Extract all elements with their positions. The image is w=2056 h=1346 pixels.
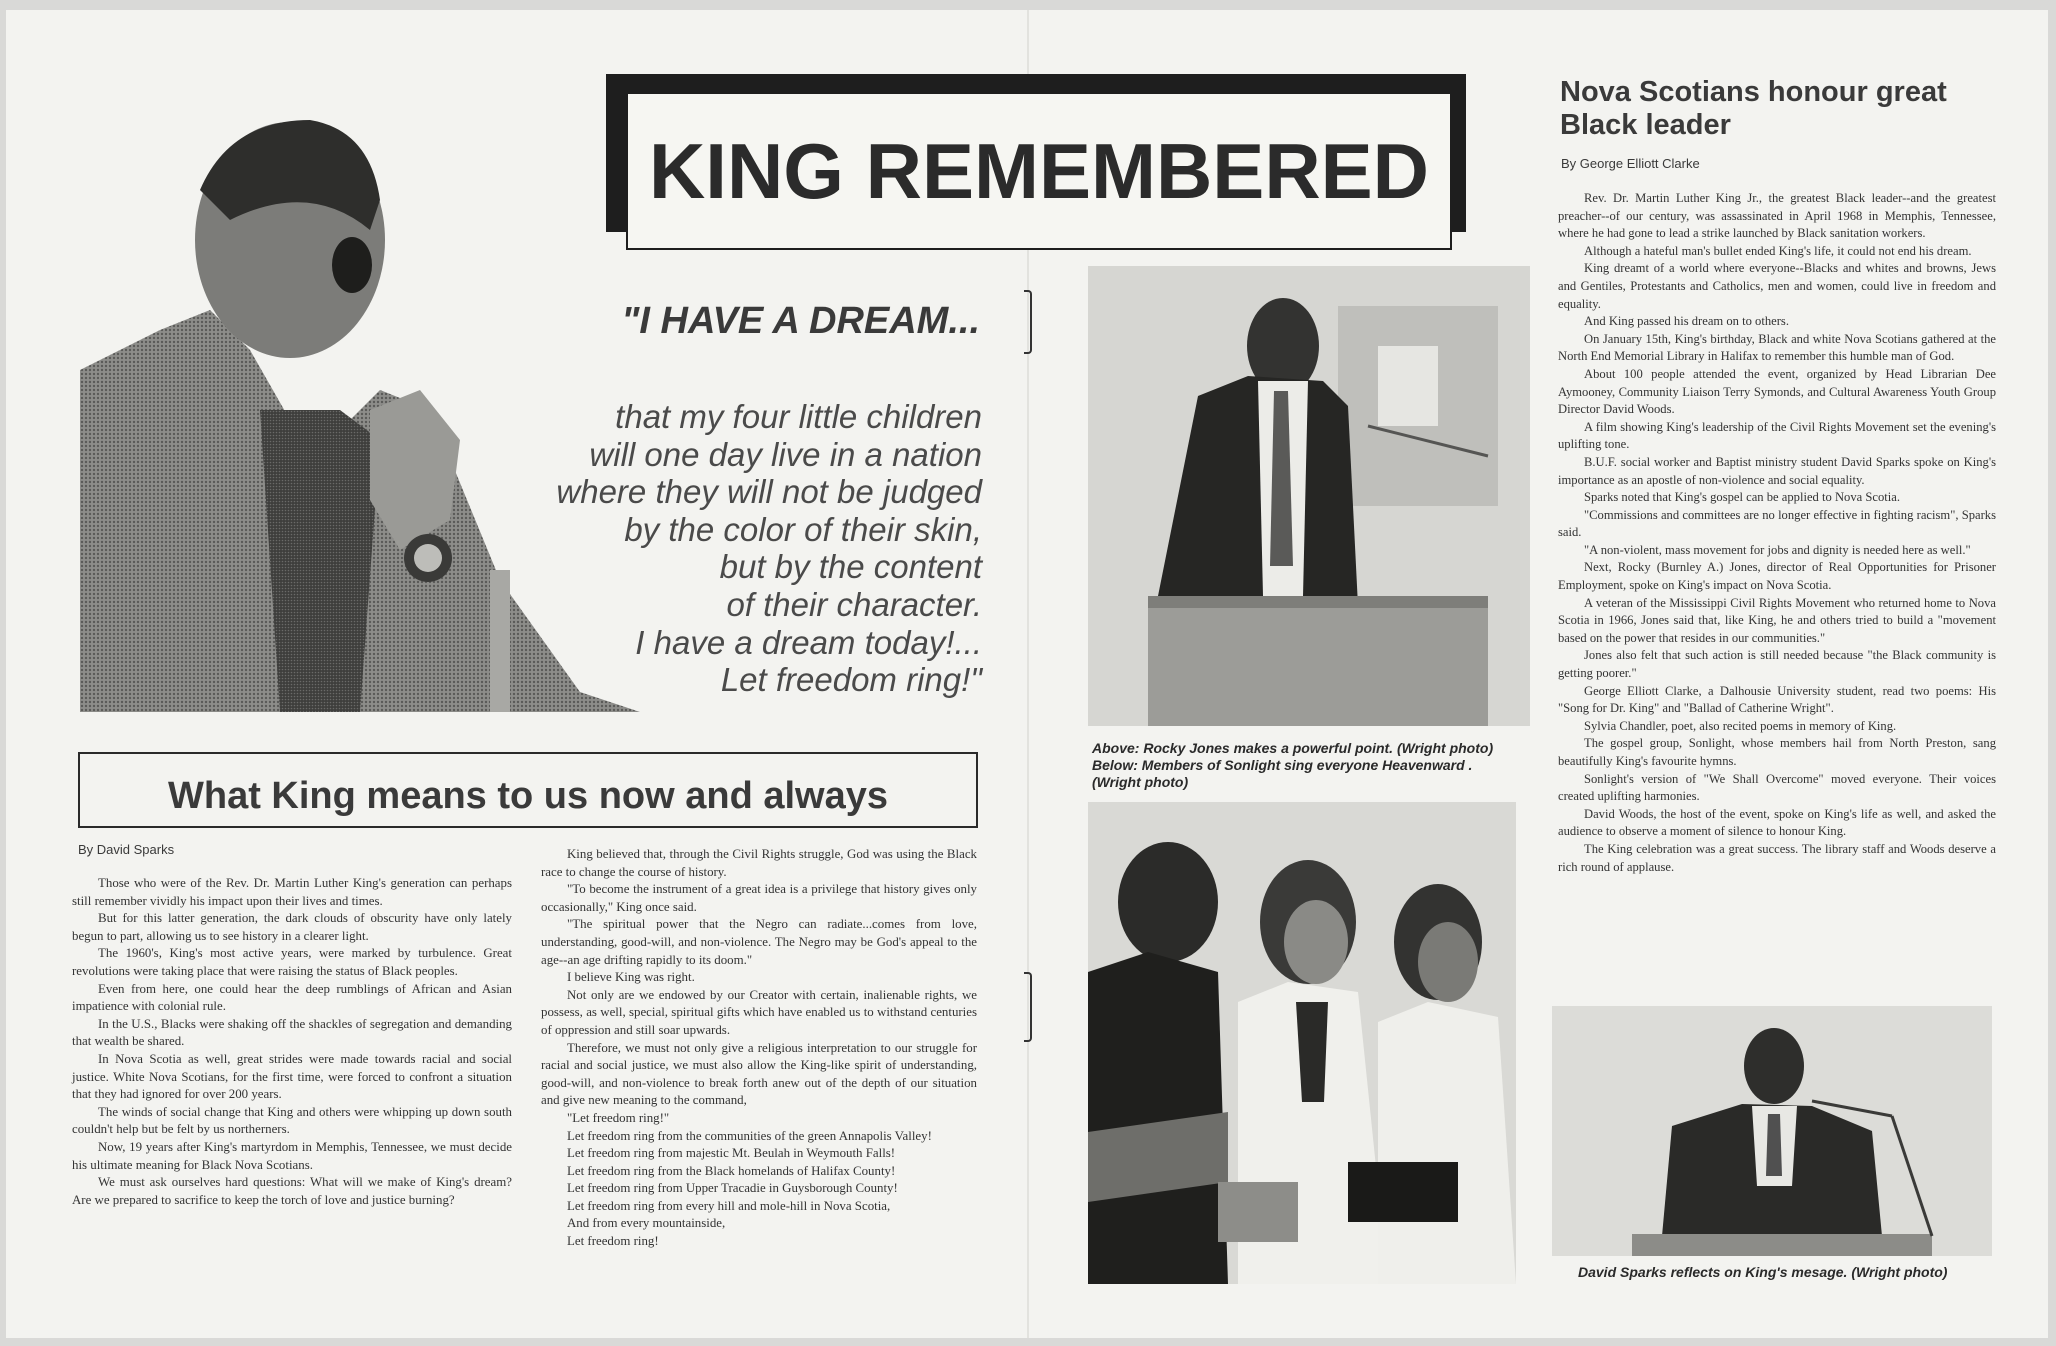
paragraph: Let freedom ring from the Black homelands of Halifax County! [567, 1163, 896, 1178]
paragraph: Although a hateful man's bullet ended King's life, it could not end his dream. [1584, 243, 1972, 258]
caption-line-2: Below: Members of Sonlight sing everyone Heavenward . [1092, 757, 1473, 773]
david-sparks-photo [1552, 1006, 1992, 1256]
right-photo-caption: David Sparks reflects on King's mesage. (Wright photo) [1578, 1264, 1948, 1280]
rocky-jones-photo [1088, 266, 1530, 726]
paragraph: Those who were of the Rev. Dr. Martin Luther King's generation can perhaps still remember vividly his impact upon their lives and times. [72, 876, 512, 908]
right-article-headline: Nova Scotians honour great Black leader [1560, 76, 1947, 141]
paragraph: David Woods, the host of the event, spoke on King's life as well, and asked the audience to observe a moment of silence to honour King. [1558, 806, 1996, 839]
paragraph: Not only are we endowed by our Creator with certain, inalienable rights, we possess, as well, special, spiritual gifts which have enabled us to withstand centuries of oppression and still soar upwards. [541, 987, 977, 1037]
paragraph: Next, Rocky (Burnley A.) Jones, director of Real Opportunities for Prisoner Employment, spoke on King's impact on Nova Scotia. [1558, 560, 1996, 593]
right-article-column [1558, 190, 1996, 876]
quote-line: will one day live in a nation [589, 435, 982, 473]
quote-line: by the color of their skin, [624, 510, 982, 548]
paragraph: The King celebration was a great success. The library staff and Woods deserve a rich round of applause. [1558, 841, 1996, 874]
caption-line-3: (Wright photo) [1092, 774, 1189, 790]
paragraph: B.U.F. social worker and Baptist ministry student David Sparks spoke on King's importance as an apostle of non-violence and social equality. [1558, 454, 1996, 487]
paragraph: Now, 19 years after King's martyrdom in Memphis, Tennessee, we must decide his ultimate meaning for Black Nova Scotians. [72, 1139, 512, 1172]
paragraph: Therefore, we must not only give a religious interpretation to our struggle for racial and social justice, we must also allow the King-like spirit of understanding, good-will, and non-violence to break forth anew out of the depth of our situation and give new meaning to the command, [541, 1040, 977, 1108]
rocky-jones-image [1088, 266, 1530, 726]
paragraph: Let freedom ring from every hill and mole-hill in Nova Scotia, [567, 1198, 891, 1213]
paragraph: And from every mountainside, [567, 1216, 726, 1231]
quote-line: where they will not be judged [556, 473, 982, 511]
sonlight-choir-image [1088, 802, 1516, 1284]
quote-line: of their character. [726, 585, 982, 623]
paragraph: King dreamt of a world where everyone--Blacks and whites and browns, Jews and Gentiles, Protestants and Catholics, men and women, could live in freedom and equality. [1558, 261, 1996, 311]
staple-top [1024, 290, 1032, 354]
paragraph: The 1960's, King's most active years, were marked by turbulence. Great revolutions were taking place that were raising the status of Black peoples. [72, 946, 512, 978]
paragraph: I believe King was right. [567, 970, 695, 985]
paragraph: In the U.S., Blacks were shaking off the shackles of segregation and demanding that wealth be shared. [72, 1016, 512, 1049]
paragraph: Let freedom ring from the communities of the green Annapolis Valley! [567, 1128, 932, 1143]
caption-line-1: Above: Rocky Jones makes a powerful point. (Wright photo) [1092, 740, 1494, 756]
paragraph: "Commissions and committees are no longer effective in fighting racism", Sparks said. [1558, 507, 1996, 540]
paragraph: "Let freedom ring!" [567, 1110, 670, 1125]
quote-line: but by the content [719, 548, 982, 586]
quote-line: that my four little children [615, 398, 982, 435]
left-article-byline: By David Sparks [78, 842, 175, 857]
quote-lead: "I HAVE A DREAM... [621, 300, 980, 342]
paragraph: "The spiritual power that the Negro can radiate...comes from love, understanding, good-will, and non-violence. The Negro may be God's appeal to the age--an age drifting rapidly to its doom." [541, 917, 977, 967]
paragraph: On January 15th, King's birthday, Black and white Nova Scotians gathered at the North End Memorial Library in Halifax to remember this humble man of God. [1558, 331, 1996, 364]
paragraph: "A non-violent, mass movement for jobs and dignity is needed here as well." [1584, 542, 1971, 557]
quote-body [470, 398, 982, 699]
masthead-box [626, 92, 1452, 250]
paragraph: Sonlight's version of "We Shall Overcome" moved everyone. Their voices created uplifting harmonies. [1558, 771, 1996, 804]
paragraph: A film showing King's leadership of the Civil Rights Movement set the evening's uplifting tone. [1558, 419, 1996, 452]
paragraph: Sylvia Chandler, poet, also recited poems in memory of King. [1584, 718, 1897, 733]
left-article-column-2 [541, 846, 977, 1251]
paragraph: Let freedom ring from majestic Mt. Beulah in Weymouth Falls! [567, 1146, 896, 1161]
right-article-byline: By George Elliott Clarke [1561, 156, 1700, 171]
left-article-headline-box [78, 752, 978, 828]
paragraph: A veteran of the Mississippi Civil Rights Movement who returned home to Nova Scotia in 1966, Jones said that, like King, he and others tried to build a "movement based on the power that resides in our communities." [1558, 595, 1996, 645]
paragraph: The winds of social change that King and others were whipping up down south couldn't help but be felt by us northerners. [72, 1104, 512, 1137]
paragraph: Sparks noted that King's gospel can be applied to Nova Scotia. [1584, 490, 1900, 505]
paragraph: George Elliott Clarke, a Dalhousie University student, read two poems: His "Song for Dr. King" and "Ballad of Catherine Wright". [1558, 683, 1996, 716]
paragraph: Jones also felt that such action is still needed because "the Black community is getting poorer." [1558, 648, 1996, 681]
paragraph: And King passed his dream on to others. [1584, 314, 1789, 329]
paragraph: About 100 people attended the event, organized by Head Librarian Dee Aymooney, Community Liaison Terry Symonds, and Cultural Awareness Youth Group Director David Woods. [1558, 366, 1996, 417]
paragraph: Rev. Dr. Martin Luther King Jr., the greatest Black leader--and the greatest preacher--of our century, was assassinated in April 1968 in Memphis, Tennessee, where he had gone to lead a strike launched by Black sanitation workers. [1558, 191, 1996, 241]
masthead-title: KING REMEMBERED [648, 126, 1430, 215]
quote-line: I have a dream today!... [635, 623, 982, 661]
sonlight-choir-photo [1088, 802, 1516, 1284]
paragraph: "To become the instrument of a great idea is a privilege that history gives only occasionally," King once said. [541, 882, 977, 914]
david-sparks-image [1552, 1006, 1992, 1256]
paragraph: We must ask ourselves hard questions: What will we make of King's dream? Are we prepared to sacrifice to keep the torch of love and justice burning? [72, 1175, 512, 1207]
paragraph: In Nova Scotia as well, great strides were made towards racial and social justice. White Nova Scotians, for the first time, were forced to confront a situation that they had ignored for over 200 years. [72, 1051, 512, 1102]
left-article-headline: What King means to us now and always [168, 774, 888, 817]
left-article-column-1 [72, 875, 512, 1209]
paragraph: Even from here, one could hear the deep rumblings of African and Asian impatience with colonial rule. [72, 981, 512, 1014]
paragraph: Let freedom ring from Upper Tracadie in Guysborough County! [567, 1181, 898, 1196]
quote-line: Let freedom ring!" [720, 661, 982, 699]
paragraph: But for this latter generation, the dark clouds of obscurity have only lately begun to part, allowing us to see history in a clearer light. [72, 911, 512, 943]
paragraph: The gospel group, Sonlight, whose members hail from North Preston, sang beautifully King's favourite hymns. [1558, 736, 1996, 768]
staple-bottom [1024, 972, 1032, 1042]
paragraph: Let freedom ring! [567, 1234, 659, 1249]
paragraph: King believed that, through the Civil Rights struggle, God was using the Black race to change the course of history. [541, 847, 977, 879]
middle-photo-caption [1092, 740, 1532, 791]
